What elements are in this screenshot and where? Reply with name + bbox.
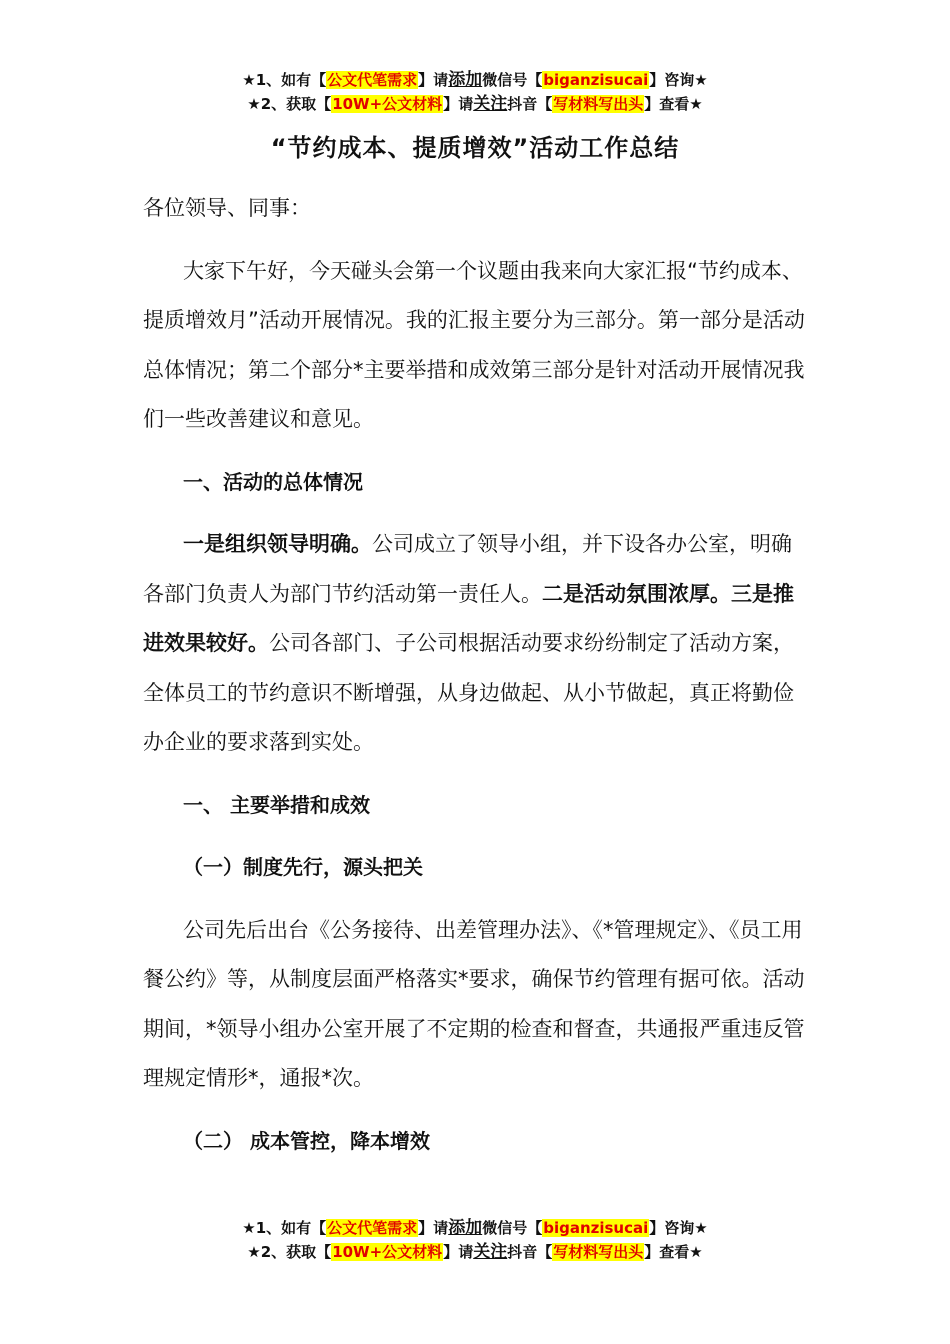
promo-line-2 — [0, 1240, 950, 1264]
point-1-text: 公司成立了领导小组，并下设各办公室，明确各部门负责人为部门节约活动第一责任人。 — [143, 532, 792, 606]
subsection-1-heading: （一）制度先行，源头把关 — [183, 855, 423, 879]
document-title: “节约成本、提质增效”活动工作总结 — [270, 134, 680, 162]
subsection-2-heading: （二） 成本管控，降本增效 — [183, 1128, 430, 1153]
promo-highlight: 10W+公文材料 — [332, 95, 443, 113]
promo-text: 】咨询★ — [649, 1219, 708, 1237]
promo-underline: 添加 — [448, 1218, 483, 1238]
promo-highlight: 10W+公文材料 — [332, 1243, 443, 1261]
promo-text: 】请 — [418, 1219, 449, 1237]
promo-line-2 — [0, 92, 950, 116]
promo-text: 】请 — [443, 1243, 474, 1261]
promo-highlight: biganzisucai — [543, 71, 649, 89]
promo-text: 】请 — [418, 71, 449, 89]
promo-underline: 关注 — [473, 94, 508, 114]
point-1-title: 一是组织领导明确。 — [183, 532, 372, 556]
promo-text: 微信号【 — [482, 1219, 543, 1237]
point-3-text: 公司各部门、子公司根据活动要求纷纷制定了活动方案，全体员工的节约意识不断增强，从身边做起、从小节做起，真正将勤俭办企业的要求落到实处。 — [143, 631, 794, 754]
promo-text: 】请 — [443, 95, 474, 113]
promo-text: 】查看★ — [644, 95, 703, 113]
greeting: 各位领导、同事： — [143, 196, 311, 220]
promo-text: ★1、如有【 — [242, 71, 327, 89]
section-1-paragraph — [143, 520, 808, 768]
promo-text: 】咨询★ — [649, 71, 708, 89]
promo-line-1 — [0, 1216, 950, 1240]
promo-text: 】查看★ — [644, 1243, 703, 1261]
subsection-1-paragraph: 公司先后出台《公务接待、出差管理办法》、《*管理规定》、《员工用餐公约》等，从制度层面严格落实*要求，确保节约管理有据可依。活动期间，*领导小组办公室开展了不定期的检查和督查，共通报严重违反管理规定情形*，通报*次。 — [143, 917, 805, 1090]
promo-highlight: biganzisucai — [543, 1219, 649, 1237]
document-body — [143, 184, 808, 1166]
promo-text: 抖音【 — [507, 95, 553, 113]
section-1-heading: 一、活动的总体情况 — [183, 469, 363, 494]
promo-text: 抖音【 — [507, 1243, 553, 1261]
promo-underline: 关注 — [473, 1242, 508, 1262]
intro-paragraph: 大家下午好，今天碰头会第一个议题由我来向大家汇报“节约成本、提质增效月”活动开展情况。我的汇报主要分为三部分。第一部分是活动总体情况；第二个部分*主要举措和成效第三部分是针对活动开展情况我们一些改善建议和意见。 — [143, 258, 805, 431]
promo-text: 微信号【 — [482, 71, 543, 89]
point-2-title: 二是活动氛围浓厚。 — [542, 581, 731, 606]
promo-highlight: 写材料写出头 — [553, 95, 644, 113]
promo-text: ★2、获取【 — [247, 95, 332, 113]
promo-text: ★1、如有【 — [242, 1219, 327, 1237]
point-3-title: 三是推进效果较好。 — [143, 581, 794, 655]
section-2-heading: 一、 主要举措和成效 — [183, 792, 370, 817]
promo-banner-bottom — [0, 1216, 950, 1264]
promo-banner-top — [0, 68, 950, 116]
promo-underline: 添加 — [448, 70, 483, 90]
promo-highlight: 公文代笔需求 — [327, 1219, 418, 1237]
promo-highlight: 写材料写出头 — [553, 1243, 644, 1261]
promo-highlight: 公文代笔需求 — [327, 71, 418, 89]
promo-line-1 — [0, 68, 950, 92]
promo-text: ★2、获取【 — [247, 1243, 332, 1261]
